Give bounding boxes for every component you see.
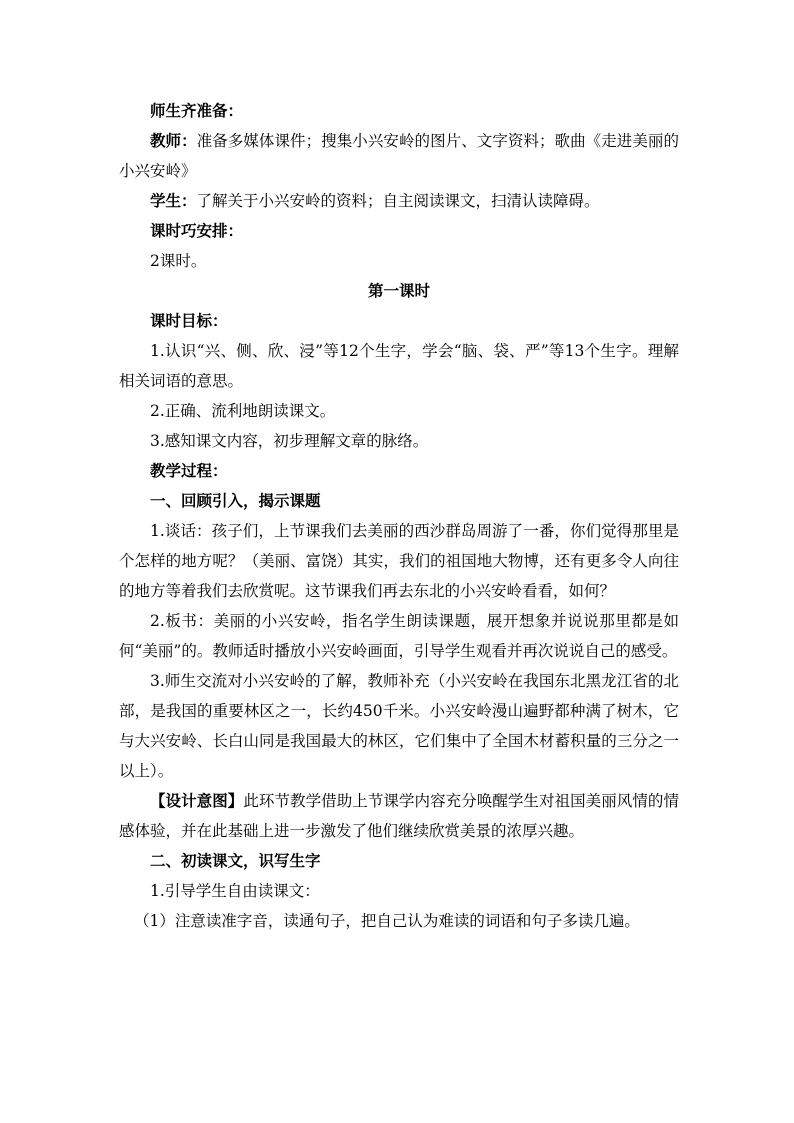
document-page (119, 96, 679, 936)
section1-title: 一、回顾引入，揭示课题 (150, 491, 321, 510)
teacher-text: 准备多媒体课件；搜集小兴安岭的图片、文字资料；歌曲《走进美丽的小兴安岭》 (119, 132, 679, 180)
section2-title: 二、初读课文，识写生字 (150, 851, 321, 870)
schedule-text: 2课时。 (150, 252, 207, 270)
schedule-heading: 课时巧安排： (150, 221, 244, 240)
goal-item: 1.认识“兴、侧、欣、浸”等12个生字，学会“脑、袋、严”等13个生字。理解相关词语的意思。 (119, 342, 679, 390)
prep-heading: 师生齐准备： (150, 101, 244, 120)
student-label: 学生： (150, 191, 197, 210)
student-text: 了解关于小兴安岭的资料；自主阅读课文，扫清认读障碍。 (196, 192, 600, 210)
lesson-title: 第一课时 (367, 281, 430, 300)
teacher-label: 教师： (150, 131, 197, 150)
goal-item: 3.感知课文内容，初步理解文章的脉络。 (150, 432, 429, 450)
design-intent-text: 此环节教学借助上节课学内容充分唤醒学生对祖国美丽风情的情感体验，并在此基础上进一步激发了他们继续欣赏美景的浓厚兴趣。 (119, 792, 679, 840)
section1-item: 2.板书：美丽的小兴安岭，指名学生朗读课题，展开想象并说说那里都是如何“美丽”的。教师适时播放小兴安岭画面，引导学生观看并再次说说自己的感受。 (119, 612, 679, 660)
section2-item: 1.引导学生自由读课文： (150, 882, 320, 900)
goals-heading: 课时目标： (150, 311, 228, 330)
section1-item: 3.师生交流对小兴安岭的了解，教师补充（小兴安岭在我国东北黑龙江省的北部，是我国的重要林区之一，长约450千米。小兴安岭漫山遍野都种满了树木，它与大兴安岭、长白山同是我国最大的林区，它们集中了全国木材蓄积量的三分之一以上）。 (119, 672, 679, 780)
design-intent-label: 【设计意图】 (150, 791, 244, 810)
process-heading: 教学过程： (150, 461, 228, 480)
design-intent-paragraph (119, 786, 679, 846)
section2-item: （1）注意读准字音，读通句子，把自己认为难读的词语和句子多读几遍。 (134, 912, 640, 930)
goal-item: 2.正确、流利地朗读课文。 (150, 402, 336, 420)
prep-teacher-paragraph (119, 126, 679, 186)
prep-student-paragraph (119, 186, 679, 216)
section1-item: 1.谈话：孩子们，上节课我们去美丽的西沙群岛周游了一番，你们觉得那里是个怎样的地方呢？（美丽、富饶）其实，我们的祖国地大物博，还有更多令人向往的地方等着我们去欣赏呢。这节课我们再去东北的小兴安岭看看，如何？ (119, 522, 679, 600)
